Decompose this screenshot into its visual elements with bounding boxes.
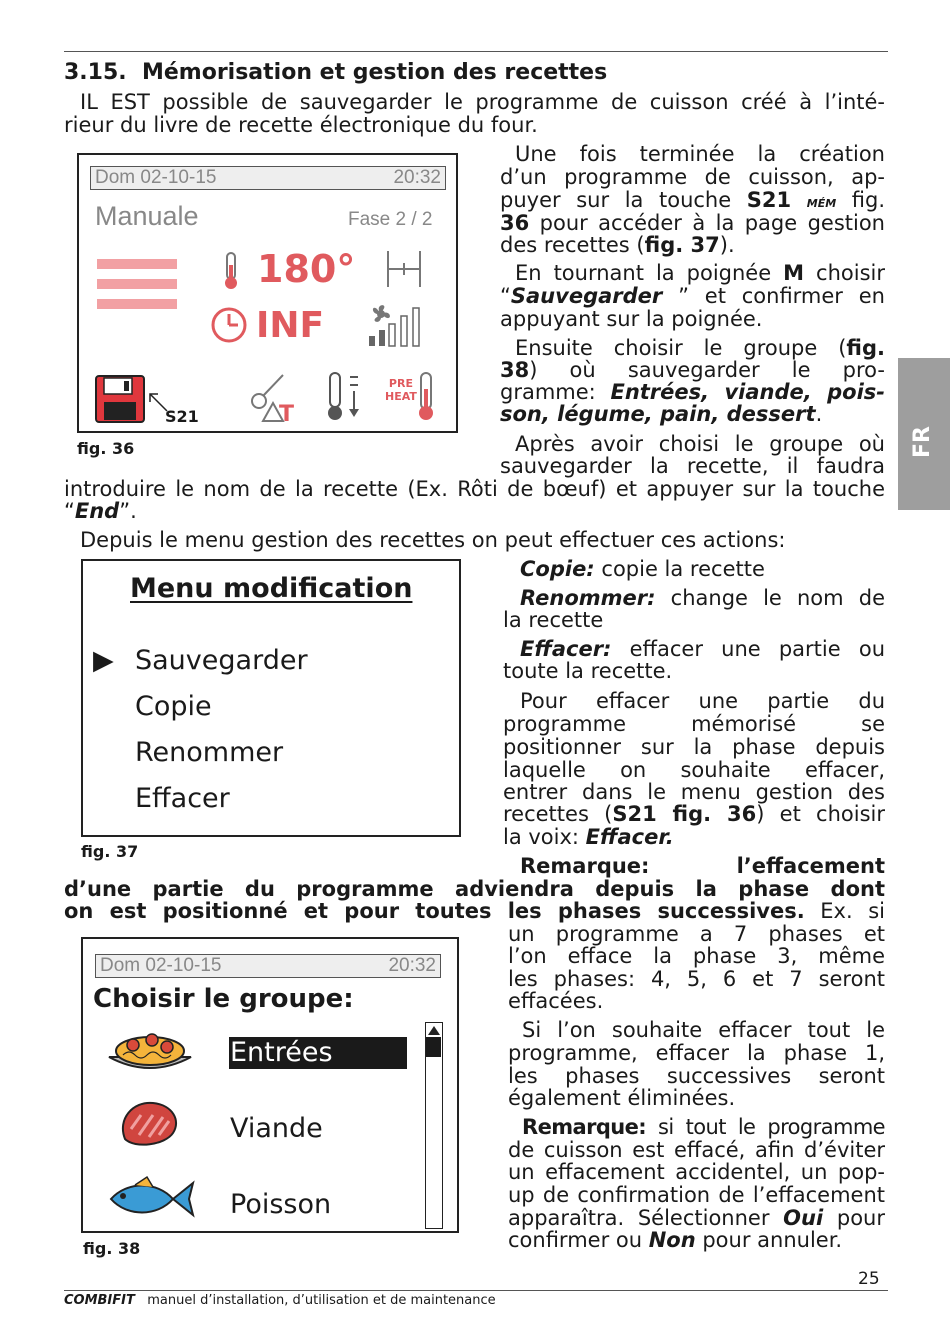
fig36-preheat: PRE HEAT xyxy=(385,377,417,403)
action-copie: Copie: copie la recette xyxy=(520,557,765,581)
fish-icon xyxy=(107,1175,197,1223)
fig38-caption: fig. 38 xyxy=(83,1239,141,1258)
save-floppy-icon[interactable] xyxy=(95,375,147,425)
language-tab: FR xyxy=(898,358,950,510)
fig38-date: Dom 02-10-15 xyxy=(100,955,222,976)
delta-t-probe-icon xyxy=(249,371,299,423)
scroll-thumb[interactable] xyxy=(426,1037,441,1057)
fan-speed-icon xyxy=(369,302,437,348)
pt-line-1: Si l’on souhaite effacer tout le xyxy=(522,1018,885,1042)
menu-bars-icon xyxy=(97,259,179,311)
top-rule xyxy=(64,51,888,52)
fig38-screen xyxy=(81,937,459,1233)
page-number: 25 xyxy=(858,1269,880,1289)
pm-line-1: En tournant la poignée M choisir xyxy=(515,261,885,285)
meat-icon xyxy=(117,1099,181,1149)
pe-line-2: programme mémorisé se xyxy=(503,712,885,736)
menu-item-effacer[interactable]: Effacer xyxy=(135,783,230,814)
rem2-line-1: Remarque: si tout le programme xyxy=(522,1115,885,1139)
scroll-up-icon[interactable] xyxy=(427,1024,441,1036)
fig37-title: Menu modification xyxy=(130,573,413,604)
menu-intro: Depuis le menu gestion des recettes on peut effectuer ces actions: xyxy=(80,528,786,552)
pe-line-1: Pour effacer une partie du xyxy=(520,689,885,713)
preheat-thermometer-icon xyxy=(416,371,438,423)
pe-line-3: positionner sur la phase depuis xyxy=(503,735,885,759)
px-line-3: les phases: 4, 5, 6 et 7 seront xyxy=(508,967,885,991)
group-item-entrees[interactable]: Entrées xyxy=(230,1037,333,1068)
fig38-status-bar xyxy=(95,954,441,978)
rem2-line-6: confirmer ou Non pour annuler. xyxy=(508,1228,843,1252)
rem2-line-3: un effacement accidentel, un pop- xyxy=(508,1160,885,1184)
p1-line-5: des recettes (fig. 37). xyxy=(500,233,735,257)
fig36-time: 20:32 xyxy=(393,167,441,188)
pa-line-1: Après avoir choisi le groupe où xyxy=(515,432,885,456)
fig36-date: Dom 02-10-15 xyxy=(95,167,217,188)
intro-line-1: IL EST possible de sauvegarder le programme de cuisson créé à l’inté- xyxy=(80,90,885,114)
pg-line-4: son, légume, pain, dessert. xyxy=(500,402,823,426)
pm-line-3: appuyant sur la poignée. xyxy=(500,307,763,331)
pm-line-2: “Sauvegarder ” et confirmer en xyxy=(500,284,885,308)
pa-line-2: sauvegarder la recette, il faudra xyxy=(500,454,885,478)
p1-line-2: d’un programme de cuisson, ap- xyxy=(500,165,885,189)
pe-line-5: entrer dans le menu gestion des xyxy=(503,780,885,804)
pg-line-2: 38) où sauvegarder le pro- xyxy=(500,358,885,382)
group-item-viande[interactable]: Viande xyxy=(230,1113,323,1144)
px-line-1: un programme a 7 phases et xyxy=(508,922,885,946)
footer-text: manuel d’installation, d’utilisation et de maintenance xyxy=(147,1293,496,1308)
section-heading: 3.15. Mémorisation et gestion des recettes xyxy=(64,60,608,85)
action-renommer-2: la recette xyxy=(503,608,604,632)
rem1-line-1: Remarque: l’effacement xyxy=(520,854,885,878)
fig36-key-label: S21 xyxy=(165,407,199,426)
p1-line-3: puyer sur la touche S21 mém fig. xyxy=(500,188,886,212)
menu-item-renommer[interactable]: Renommer xyxy=(135,737,284,768)
action-effacer: Effacer: effacer une partie ou xyxy=(520,637,885,661)
intro-line-2: rieur du livre de recette électronique du four. xyxy=(64,113,538,137)
cooling-thermometer-icon xyxy=(324,371,364,423)
fig36-status-bar xyxy=(90,166,446,190)
clock-icon xyxy=(209,305,249,345)
menu-item-copie[interactable]: Copie xyxy=(135,691,212,722)
pasta-icon xyxy=(107,1029,193,1075)
pg-line-3: gramme: Entrées, viande, pois- xyxy=(500,380,885,404)
pe-line-4: laquelle on souhaite effacer, xyxy=(503,758,885,782)
pe-line-6: recettes (S21 fig. 36) et choisir xyxy=(503,802,885,826)
pt-line-3: les phases successives seront xyxy=(508,1064,885,1088)
fig38-title: Choisir le groupe: xyxy=(93,984,354,1014)
fig37-screen xyxy=(81,559,461,837)
footer xyxy=(64,1293,496,1309)
svg-text:T: T xyxy=(279,402,295,423)
fig36-screen xyxy=(77,153,458,433)
core-probe-icon xyxy=(384,249,424,289)
selection-arrow-icon: ▶ xyxy=(93,645,114,676)
p1-line-1: Une fois terminée la création xyxy=(515,142,885,166)
pt-line-4: également éliminées. xyxy=(508,1086,736,1110)
pa-line-3: introduire le nom de la recette (Ex. Rôti de bœuf) et appuyer sur la touche xyxy=(64,477,885,501)
action-effacer-2: toute la recette. xyxy=(503,659,673,683)
rem2-line-4: up de confirmation de l’effacement xyxy=(508,1183,885,1207)
px-line-2: l’on efface la phase 3, même xyxy=(508,944,885,968)
fig37-caption: fig. 37 xyxy=(81,842,139,861)
rem1-line-2: d’une partie du programme adviendra depuis la phase dont xyxy=(64,877,885,901)
pa-line-4: “End”. xyxy=(64,499,137,523)
fig36-phase: Fase 2 / 2 xyxy=(348,209,433,230)
action-renommer: Renommer: change le nom de xyxy=(520,586,885,610)
rem2-line-2: de cuisson est effacé, afin d’éviter xyxy=(508,1138,885,1162)
fig36-duration: INF xyxy=(256,305,325,346)
pt-line-2: programme, effacer la phase 1, xyxy=(508,1041,885,1065)
pe-line-7: la voix: Effacer. xyxy=(503,825,674,849)
fig38-scrollbar[interactable] xyxy=(425,1022,443,1229)
footer-brand: COMBIFIT xyxy=(64,1293,135,1308)
fig36-caption: fig. 36 xyxy=(77,439,135,458)
px-line-4: effacées. xyxy=(508,989,604,1013)
thermometer-icon xyxy=(220,251,242,291)
rem2-line-5: apparaîtra. Sélectionner Oui pour xyxy=(508,1206,885,1230)
rem1-line-3: on est positionné et pour toutes les phases successives. Ex. si xyxy=(64,899,886,923)
pg-line-1: Ensuite choisir le groupe (fig. xyxy=(515,336,885,360)
fig36-mode: Manuale xyxy=(95,201,199,231)
bottom-rule xyxy=(64,1290,888,1291)
menu-item-sauvegarder[interactable]: Sauvegarder xyxy=(135,645,308,676)
fig38-time: 20:32 xyxy=(388,955,436,976)
fig36-temperature: 180° xyxy=(257,247,356,291)
p1-line-4: 36 pour accéder à la page gestion xyxy=(500,211,885,235)
group-item-poisson[interactable]: Poisson xyxy=(230,1189,332,1220)
